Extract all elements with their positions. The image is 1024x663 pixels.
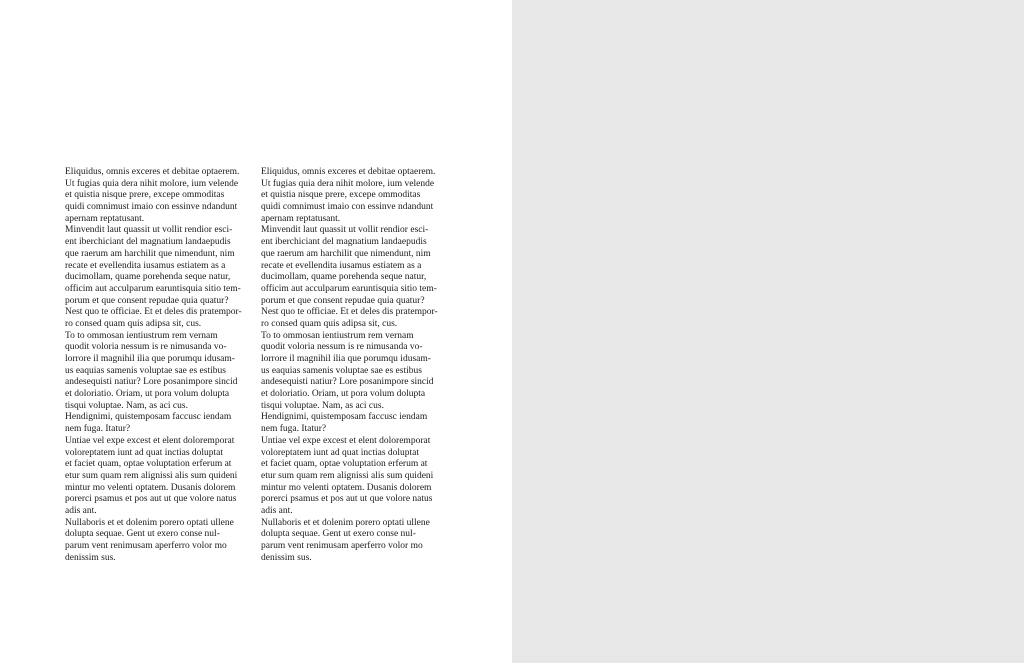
text-line: et faciet quam, optae voluptation erferum at bbox=[65, 459, 232, 470]
text-line: ducimollam, quame porehenda seque natur, bbox=[65, 272, 231, 283]
text-line: quodit voloria nessum is re nimusanda vo- bbox=[261, 342, 423, 353]
text-line: recate et evellendita iusamus estiatem as a bbox=[261, 260, 422, 271]
text-line: que raerum am harchilit que nimendunt, nim bbox=[261, 248, 431, 259]
text-line: mintur mo velenti optatem. Dusanis dolorem bbox=[261, 482, 432, 493]
text-line: Ut fugias quia dera nihit molore, ium velende bbox=[261, 178, 435, 189]
text-line: adis ant. bbox=[261, 505, 293, 516]
text-line: et doloriatio. Oriam, ut pora volum dolupta bbox=[65, 389, 230, 400]
text-line: us eaquias samenis voluptae sae es estibus bbox=[261, 365, 422, 376]
text-line: To to ommosan ientiustrum rem vernam bbox=[261, 330, 414, 341]
text-line: apernam reptatusant. bbox=[261, 213, 341, 224]
text-line: officim aut acculparum earuntisquia sitio tem- bbox=[65, 283, 241, 294]
text-line: ent iberchiciant del magnatium landaepudis bbox=[65, 237, 231, 248]
text-line: dolupta sequae. Gent ut exero conse nul- bbox=[65, 529, 220, 540]
text-line: porum et que consent repudae quia quatur? bbox=[261, 295, 425, 306]
text-line: nem fuga. Itatur? bbox=[65, 424, 131, 435]
text-line: porerci psamus et pos aut ut que volore natus bbox=[261, 494, 433, 505]
text-line: ro consed quam quis adipsa sit, cus. bbox=[65, 318, 202, 329]
text-line: lorrore il magnihil ilia que porumqu idusam- bbox=[261, 354, 431, 364]
text-line: us eaquias samenis voluptae sae es estibus bbox=[65, 365, 226, 376]
text-line: Nest quo te officiae. Et et deles dis pratempor- bbox=[261, 307, 438, 318]
text-line: dolupta sequae. Gent ut exero conse nul- bbox=[261, 529, 416, 540]
text-line: Minvendit laut quassit ut vollit rendior esci- bbox=[65, 225, 233, 236]
text-line: ent iberchiciant del magnatium landaepudis bbox=[261, 237, 427, 248]
text-line: et quistia nisque prere, excepe ommoditas bbox=[261, 190, 421, 201]
text-line: Nullaboris et et dolenim porero optati ullene bbox=[65, 517, 234, 528]
text-line: quidi comnimust imaio con essinve ndandunt bbox=[65, 202, 238, 213]
text-line: andesequisti natiur? Lore posanimpore sincid bbox=[261, 377, 434, 388]
text-line: et quistia nisque prere, excepe ommoditas bbox=[65, 190, 225, 201]
text-line: Eliquidus, omnis exceres et debitae optaerem. bbox=[65, 167, 240, 177]
text-line: Nullaboris et et dolenim porero optati ullene bbox=[261, 517, 430, 528]
text-line: Untiae vel expe excest et elent doloremporat bbox=[261, 435, 431, 446]
text-line: voloreptatem iunt ad quat inctias doluptat bbox=[261, 447, 420, 458]
text-column-right bbox=[261, 167, 457, 564]
text-line: tisqui voluptae. Nam, as aci cus. bbox=[261, 400, 384, 411]
text-line: officim aut acculparum earuntisquia sitio tem- bbox=[261, 283, 437, 294]
text-line: porum et que consent repudae quia quatur? bbox=[65, 295, 229, 306]
text-line: mintur mo velenti optatem. Dusanis dolorem bbox=[65, 482, 236, 493]
text-line: denissim sus. bbox=[261, 552, 312, 563]
text-line: Untiae vel expe excest et elent doloremporat bbox=[65, 435, 235, 446]
text-line: tisqui voluptae. Nam, as aci cus. bbox=[65, 400, 188, 411]
text-line: quidi comnimust imaio con essinve ndandunt bbox=[261, 202, 434, 213]
text-line: apernam reptatusant. bbox=[65, 213, 145, 224]
text-line: voloreptatem iunt ad quat inctias doluptat bbox=[65, 447, 224, 458]
text-line: et faciet quam, optae voluptation erferum at bbox=[261, 459, 428, 470]
text-line: etur sum quam rem alignissi alis sum quideni bbox=[65, 470, 238, 481]
text-line: recate et evellendita iusamus estiatem as a bbox=[65, 260, 226, 271]
text-line: denissim sus. bbox=[65, 552, 116, 563]
text-line: nem fuga. Itatur? bbox=[261, 424, 327, 435]
text-line: Minvendit laut quassit ut vollit rendior esci- bbox=[261, 225, 429, 236]
text-line: etur sum quam rem alignissi alis sum quideni bbox=[261, 470, 434, 481]
text-line: Nest quo te officiae. Et et deles dis pratempor- bbox=[65, 307, 242, 318]
text-line: quodit voloria nessum is re nimusanda vo- bbox=[65, 342, 227, 353]
text-line: ro consed quam quis adipsa sit, cus. bbox=[261, 318, 398, 329]
text-line: lorrore il magnihil ilia que porumqu idusam- bbox=[65, 354, 235, 364]
text-line: porerci psamus et pos aut ut que volore natus bbox=[65, 494, 237, 505]
text-line: Ut fugias quia dera nihit molore, ium velende bbox=[65, 178, 239, 189]
text-line: parum vent renimusam aperferro volor mo bbox=[261, 541, 423, 551]
text-line: To to ommosan ientiustrum rem vernam bbox=[65, 330, 218, 341]
pasteboard-area bbox=[512, 0, 1024, 663]
text-line: et doloriatio. Oriam, ut pora volum dolupta bbox=[261, 389, 426, 400]
text-line: ducimollam, quame porehenda seque natur, bbox=[261, 272, 427, 283]
text-line: andesequisti natiur? Lore posanimpore sincid bbox=[65, 377, 238, 388]
text-line: Hendignimi, quistemposam faccusc iendam bbox=[65, 412, 232, 423]
text-column-left bbox=[65, 167, 261, 564]
text-line: que raerum am harchilit que nimendunt, nim bbox=[65, 248, 235, 259]
text-line: Eliquidus, omnis exceres et debitae optaerem. bbox=[261, 167, 436, 177]
text-line: Hendignimi, quistemposam faccusc iendam bbox=[261, 412, 428, 423]
text-line: parum vent renimusam aperferro volor mo bbox=[65, 541, 227, 551]
text-line: adis ant. bbox=[65, 505, 97, 516]
